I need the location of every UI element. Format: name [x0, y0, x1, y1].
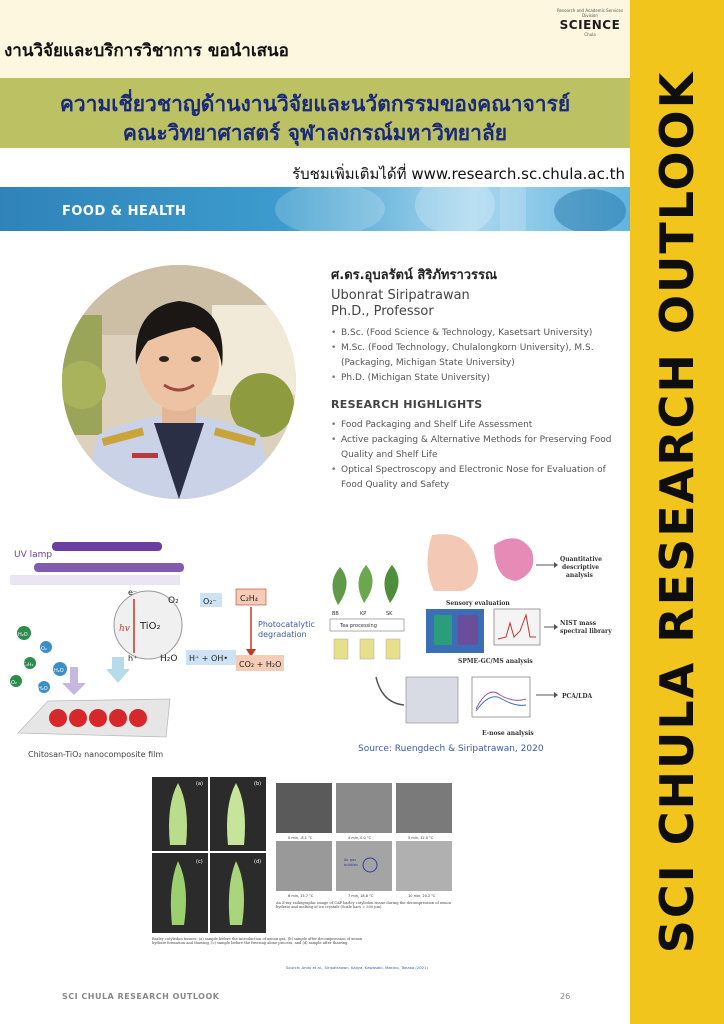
degradation-label: degradation: [258, 630, 307, 639]
quantitative-label: analysis: [566, 572, 593, 579]
xray-caption: An X-ray radiographic image of CAP barley cotyledon tissue during the decompression of xenon hydrate and melting of ice crystals (Scale bars = 300 μm).: [276, 901, 451, 910]
tomato: [69, 709, 87, 727]
analysis-workflow-figure: [322, 527, 622, 757]
xray-frame: [276, 783, 332, 833]
highlight-item: • Optical Spectroscopy and Electronic Nose for Evaluation of Food Quality and Safety: [331, 463, 621, 493]
education-list: [331, 326, 621, 386]
panel-label: (c): [196, 859, 203, 865]
molecule-label: O₂: [11, 680, 17, 686]
tea-cup: [334, 639, 348, 659]
tea-cup: [360, 639, 374, 659]
chromatogram-monitor: [494, 609, 540, 645]
tea-leaf: [332, 567, 346, 605]
highlight-item: • Active packaging & Alternative Methods for Preserving Food Quality and Shelf Life: [331, 433, 621, 463]
e-nose-monitor: [472, 677, 530, 717]
profile-block: [331, 264, 621, 493]
diffusion-arrow: [106, 657, 130, 683]
tea-cup: [386, 639, 400, 659]
o2-label: O₂: [168, 596, 179, 606]
superoxide-label: O₂⁻: [203, 597, 217, 606]
electron-label: e⁻: [128, 588, 138, 597]
gc-ms-panel: [458, 615, 478, 645]
leaf-label: KP: [360, 611, 367, 617]
professor-portrait: [62, 265, 296, 499]
bubble-label: bubbles: [344, 863, 358, 867]
water-label: H₂O: [160, 654, 178, 664]
tea-leaf: [384, 565, 398, 603]
tomato: [109, 709, 127, 727]
pca-label: PCA/LDA: [562, 693, 593, 700]
xray-label: 5 min, 12.0 °C: [408, 836, 434, 840]
banner-line-2: คณะวิทยาศาสตร์ จุฬาลงกรณ์มหาวิทยาลัย: [122, 121, 508, 145]
processing-label: Tea processing: [340, 623, 377, 629]
tube-caption: Barley cotyledon tissues: (a) sample before the introduction of xenon gas, (b) sample after decompression of xenon hydrate formation and thawing, (c) sample before the freezing alone process, and (d) sample after thawing.: [152, 937, 363, 946]
title-banner: [0, 78, 630, 148]
sensory-label: Sensory evaluation: [446, 600, 510, 607]
highlights-list: [331, 418, 621, 493]
academic-title: Ph.D., Professor: [331, 304, 434, 319]
xray-label: 0 min, -8.1 °C: [288, 836, 313, 840]
hydroxyl-label: H⁺ + OH•: [189, 654, 229, 663]
e-nose-device: [406, 677, 458, 723]
education-item: • Ph.D. (Michigan State University): [331, 371, 621, 386]
name-thai: ศ.ดร.อุบลรัตน์ สิริภัทราวรรณ: [331, 268, 498, 283]
tomato: [89, 709, 107, 727]
xenon-hydrate-figure: [148, 775, 454, 975]
tea-leaf: [358, 565, 372, 603]
hole-label: h⁺: [128, 654, 138, 663]
flow-arrowhead: [554, 562, 558, 568]
education-item: • B.Sc. (Food Science & Technology, Kasetsart University): [331, 326, 621, 341]
xray-label: 6 min, 15.7 °C: [288, 894, 314, 898]
uv-lamp-label: UV lamp: [14, 550, 53, 560]
panel-label: (d): [254, 859, 262, 865]
brain-icon: [494, 538, 533, 581]
xray-frame: [396, 841, 452, 891]
bubble-label: Air gas: [344, 858, 357, 862]
science-logo: [553, 8, 627, 37]
products-label: CO₂ + H₂O: [239, 660, 282, 669]
enose-label: E-nose analysis: [482, 730, 534, 737]
xray-label: 7 min, 18.8 °C: [348, 894, 374, 898]
nist-label: NIST mass: [560, 620, 597, 627]
tomato: [129, 709, 147, 727]
flow-arrow: [376, 677, 404, 705]
education-item: • M.Sc. (Food Technology, Chulalongkorn University), M.S. (Packaging, Michigan State University): [331, 341, 621, 371]
molecule-label: O₂: [41, 646, 47, 652]
spme-label: SPME-GC/MS analysis: [458, 658, 533, 665]
more-info-link[interactable]: รับชมเพิ่มเติมได้ที่ www.research.sc.chula.ac.th: [292, 165, 625, 183]
banner-line-1: ความเชี่ยวชาญด้านงานวิจัยและนวัตกรรมของคณาจารย์: [59, 92, 571, 116]
figure-source: Source: Ruengdech & Siripatrawan, 2020: [358, 744, 544, 754]
sensory-panelist: [427, 534, 478, 591]
xray-label: 4 min, 0.0 °C: [348, 836, 372, 840]
uv-lamp-bar: [34, 563, 184, 572]
xray-frame: [276, 841, 332, 891]
tio2-label: TiO₂: [140, 621, 161, 632]
xray-frame: [396, 783, 452, 833]
side-title: SCI CHULA RESEARCH OUTLOOK: [650, 70, 704, 954]
flow-arrowhead: [554, 624, 558, 630]
footer-title: SCI CHULA RESEARCH OUTLOOK: [62, 992, 220, 1001]
gc-ms-panel: [434, 615, 452, 645]
quantitative-label: descriptive: [562, 564, 600, 571]
photocatalytic-label: Photocatalytic: [258, 620, 315, 629]
molecule-label: H₂O: [18, 632, 28, 638]
logo-word: SCIENCE: [559, 18, 621, 32]
bottom-figure-source: Source: Ando et al., Siripatrawan, Kajiya, Kawasaki, Makino, Tanaka (2021): [286, 965, 428, 970]
name-english: Ubonrat Siripatrawan: [331, 288, 470, 303]
flow-arrowhead: [554, 692, 558, 698]
ethylene-label: C₂H₄: [240, 594, 259, 603]
leaf-label: BB: [332, 611, 339, 617]
nist-label: spectral library: [560, 628, 612, 635]
category-label: FOOD & HEALTH: [62, 204, 187, 219]
film-caption: Chitosan-TiO₂ nanocomposite film: [28, 750, 164, 759]
quantitative-label: Quantitative: [560, 556, 602, 563]
panel-label: (a): [196, 781, 203, 787]
logo-tagline: Research and Academic Services Division: [556, 8, 624, 18]
page-number: 26: [560, 992, 571, 1001]
tomato: [49, 709, 67, 727]
molecule-label: H₂O: [38, 686, 48, 692]
leaf-label: SK: [386, 611, 393, 617]
molecule-label: H₂O: [54, 668, 64, 674]
uv-lamp-bar: [52, 542, 162, 551]
xray-label: 10 min, 20.2 °C: [408, 894, 436, 898]
hv-label: hv: [119, 624, 130, 634]
logo-sub: Chula: [584, 32, 596, 37]
photocatalysis-figure: [0, 535, 320, 765]
panel-label: (b): [254, 781, 262, 787]
highlights-heading: RESEARCH HIGHLIGHTS: [331, 398, 483, 411]
intro-heading: งานวิจัยและบริการวิชาการ ขอนำเสนอ: [4, 41, 289, 61]
xray-frame: [336, 783, 392, 833]
uv-glow: [10, 575, 180, 585]
molecule-label: C₂H₄: [23, 663, 34, 668]
highlight-item: • Food Packaging and Shelf Life Assessment: [331, 418, 621, 433]
category-band: [0, 187, 630, 231]
